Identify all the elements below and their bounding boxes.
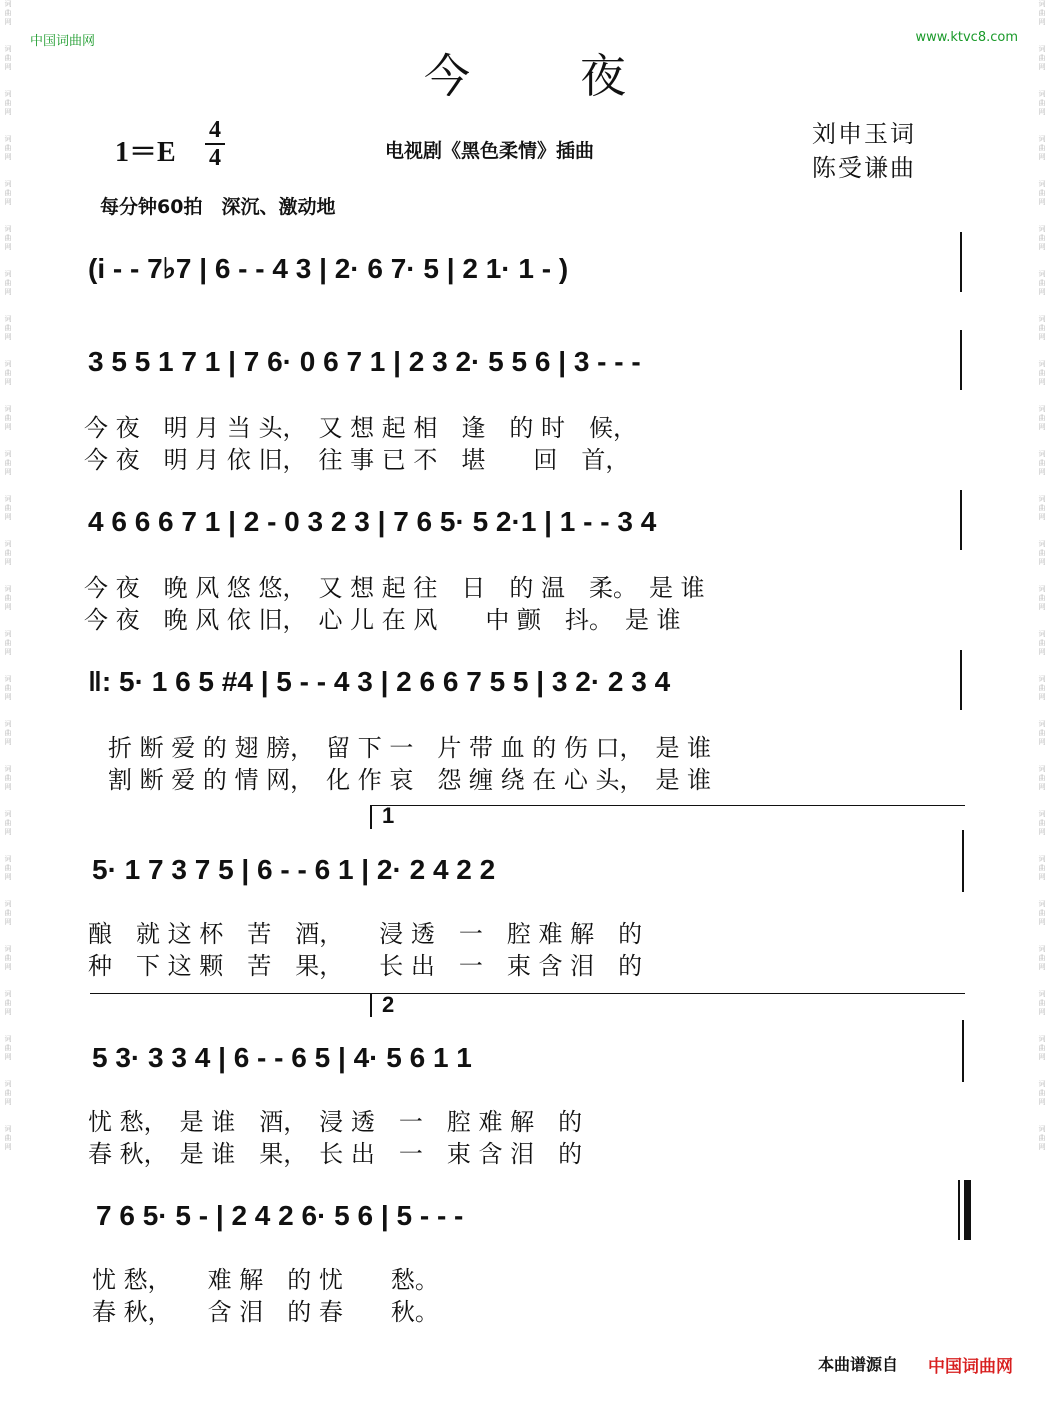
lyric-verse2-line4: 种 下 这 颗 苦 果， 长 出 一 束 含 泪 的 [88, 952, 643, 980]
final-barline-thick [964, 1180, 971, 1240]
score-row-7-notes: 7 6 5· 5 - | 2 4 2 6· 5 6 | 5 - - - [96, 1200, 464, 1231]
final-barline-thin [958, 1180, 960, 1240]
footer-source-site[interactable]: 中国词曲网 [928, 1357, 1013, 1377]
volta-1-label: 1 [382, 803, 395, 828]
song-subtitle: 电视剧《黑色柔情》插曲 [385, 140, 595, 162]
time-signature [205, 118, 225, 170]
site-url-top-right[interactable]: www.ktvc8.com [915, 30, 1018, 45]
volta-1-bracket [370, 805, 965, 806]
song-title: 今夜 [424, 49, 736, 103]
lyric-verse2-line5: 春 秋， 是 谁 果， 长 出 一 束 含 泪 的 [88, 1140, 583, 1168]
barline [960, 330, 962, 390]
lyric-verse2-line1: 今 夜 明 月 依 旧， 往 事 已 不 堪 回 首， [84, 446, 630, 474]
lyric-verse2-line6: 春 秋， 含 泪 的 春 秋。 [92, 1298, 439, 1326]
site-name-top-left[interactable]: 中国词曲网 [30, 34, 96, 49]
time-top: 4 [209, 117, 221, 143]
lyric-verse1-line2: 今 夜 晚 风 悠 悠， 又 想 起 往 日 的 温 柔。 是 谁 [84, 574, 705, 602]
barline [962, 830, 964, 892]
left-watermark-strip: 词 曲 网 词 曲 网 词 曲 网 词 曲 网 词 曲 网 词 曲 网 词 曲 网 词 曲 网 词 曲 网 词 曲 网 词 曲 网 词 曲 网 词 曲 网 词 曲 网 词 曲 网 词 曲 网 词 曲 网 词 曲 网 词 曲 网 词 曲 网 词 曲 网 词 曲 网 词 曲 网 词 曲 网 词 曲 网 词 曲 网 [4, 0, 12, 1151]
footer-source-label: 本曲谱源自 [818, 1355, 899, 1374]
lyric-verse1-line4: 酿 就 这 杯 苦 酒， 浸 透 一 腔 难 解 的 [88, 920, 643, 948]
lyricist-credit: 刘申玉词 [812, 120, 916, 148]
time-bottom: 4 [209, 145, 221, 171]
score-row-6-notes: 5 3· 3 3 4 | 6 - - 6 5 | 4· 5 6 1 1 [92, 1042, 472, 1073]
right-watermark-strip: 词 曲 网 词 曲 网 词 曲 网 词 曲 网 词 曲 网 词 曲 网 词 曲 网 词 曲 网 词 曲 网 词 曲 网 词 曲 网 词 曲 网 词 曲 网 词 曲 网 词 曲 网 词 曲 网 词 曲 网 词 曲 网 词 曲 网 词 曲 网 词 曲 网 词 曲 网 词 曲 网 词 曲 网 词 曲 网 词 曲 网 [1038, 0, 1046, 1151]
tempo-marking: 每分钟60拍 深沉、激动地 [100, 196, 336, 218]
composer-credit: 陈受谦曲 [812, 154, 916, 182]
barline [960, 650, 962, 710]
score-row-2-notes: 3 5 5 1 7 1 | 7 6· 0 6 7 1 | 2 3 2· 5 5 6 | 3 - - - [88, 346, 641, 377]
score-row-4-notes: ‖: 5· 1 6 5 #4 | 5 - - 4 3 | 2 6 6 7 5 5 | 3 2· 2 3 4 [88, 666, 671, 697]
score-row-1-notes: (i - - 7♭7 | 6 - - 4 3 | 2· 6 7· 5 | 2 1· 1 - ) [88, 253, 569, 284]
lyric-verse2-line2: 今 夜 晚 风 依 旧， 心 儿 在 风 中 颤 抖。 是 谁 [84, 606, 681, 634]
volta-2-label: 2 [382, 992, 395, 1017]
volta-1-tick [370, 805, 372, 829]
volta-2-bracket [90, 993, 965, 994]
lyric-verse1-line6: 忧 愁， 难 解 的 忧 愁。 [92, 1266, 439, 1294]
barline [960, 490, 962, 550]
key-signature: 1＝E [115, 137, 176, 168]
lyric-verse1-line1: 今 夜 明 月 当 头， 又 想 起 相 逢 的 时 候， [84, 414, 638, 442]
lyric-verse1-line5: 忧 愁， 是 谁 酒， 浸 透 一 腔 难 解 的 [88, 1108, 583, 1136]
volta-2-tick [370, 993, 372, 1017]
barline [962, 1020, 964, 1082]
score-row-5-notes: 5· 1 7 3 7 5 | 6 - - 6 1 | 2· 2 4 2 2 [92, 854, 496, 885]
lyric-verse1-line3: 折 断 爱 的 翅 膀， 留 下 一 片 带 血 的 伤 口， 是 谁 [108, 734, 712, 762]
barline [960, 232, 962, 292]
lyric-verse2-line3: 割 断 爱 的 情 网， 化 作 哀 怨 缠 绕 在 心 头， 是 谁 [108, 766, 712, 794]
score-row-3-notes: 4 6 6 6 7 1 | 2 - 0 3 2 3 | 7 6 5· 5 2·1 | 1 - - 3 4 [88, 506, 657, 537]
